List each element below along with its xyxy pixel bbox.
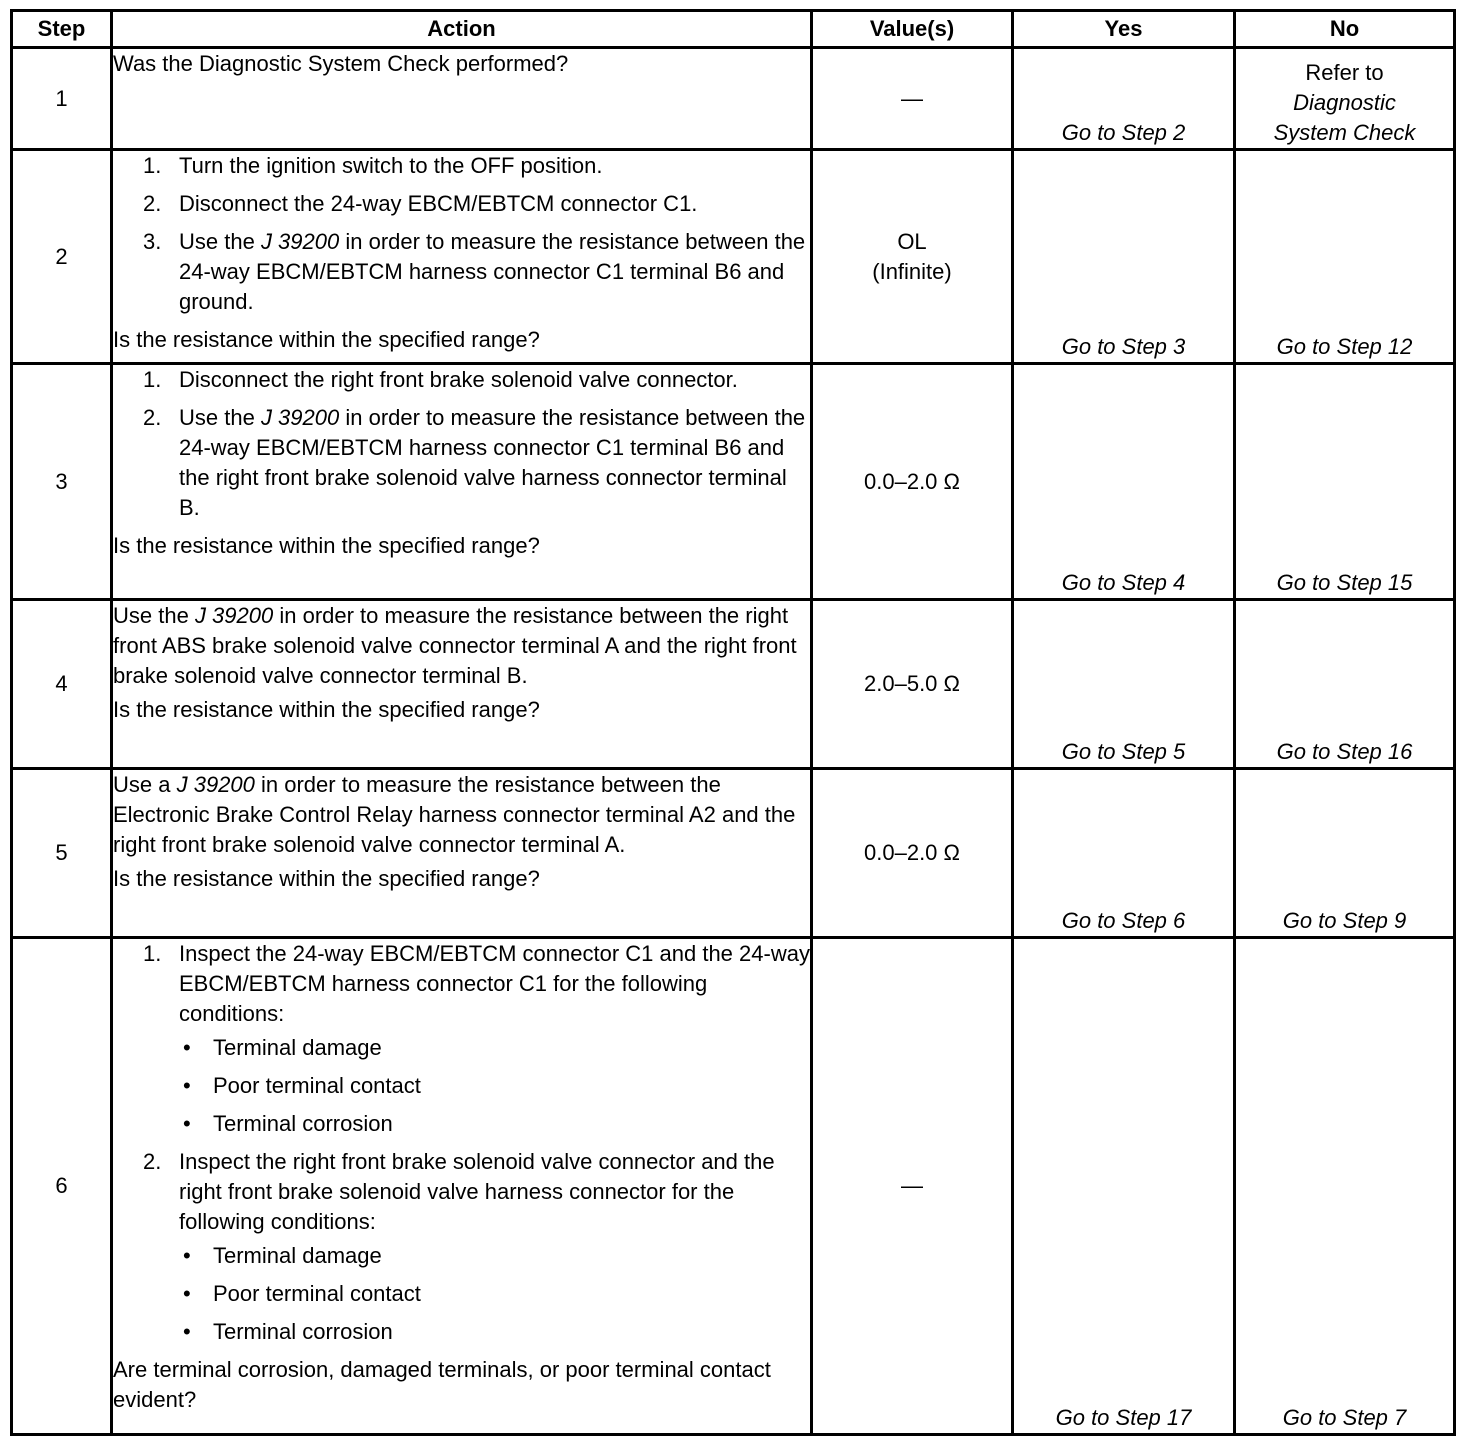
bullet-icon: • (183, 1281, 191, 1306)
yes-cell (1013, 364, 1235, 600)
value-cell: 0.0–2.0 Ω (812, 769, 1013, 938)
header-step: Step (12, 11, 112, 48)
action-cell (112, 150, 812, 364)
step-number: 4 (12, 600, 112, 769)
action-cell (112, 938, 812, 1435)
instruction-text: Use a J 39200 in order to measure the resistance between the Electronic Brake Control Relay harness connector terminal A2 and the right front brake solenoid valve connector terminal A. (113, 772, 796, 857)
instruction-text: Use the J 39200 in order to measure the resistance between the right front ABS brake solenoid valve connector terminal A and the right front brake solenoid valve connector terminal B. (113, 603, 797, 688)
value-cell: OL (Infinite) (812, 150, 1013, 364)
no-cell (1235, 364, 1455, 600)
header-action: Action (112, 11, 812, 48)
step-number: 1 (12, 48, 112, 150)
value-cell: — (812, 938, 1013, 1435)
tool-name: J 39200 (194, 603, 274, 628)
condition-list (179, 1241, 810, 1347)
list-item: 1. Disconnect the right front brake solenoid valve connector. (143, 367, 738, 392)
question-text: Was the Diagnostic System Check performed? (113, 51, 569, 76)
table-row-step-1 (12, 48, 1455, 150)
header-values: Value(s) (812, 11, 1013, 48)
no-reference-line1: Diagnostic (1293, 90, 1396, 115)
list-item: 2. Disconnect the 24-way EBCM/EBTCM connector C1. (143, 191, 698, 216)
question-text: Is the resistance within the specified range? (113, 866, 540, 891)
bullet-item: • Terminal corrosion (179, 1317, 810, 1347)
yes-link: Go to Step 3 (1061, 334, 1186, 359)
action-cell (112, 600, 812, 769)
value-cell: 2.0–5.0 Ω (812, 600, 1013, 769)
list-item: 1. Inspect the 24-way EBCM/EBTCM connector C1 and the 24-way EBCM/EBTCM harness connector C1 for the following conditions: • Terminal damage • Poor terminal contact • Terminal corrosion (113, 939, 810, 1139)
tool-name: J 39200 (260, 229, 340, 254)
list-item: 3. Use the J 39200 in order to measure the resistance between the 24-way EBCM/EBTCM harness connector C1 terminal B6 and ground. (143, 229, 806, 314)
value-cell: 0.0–2.0 Ω (812, 364, 1013, 600)
yes-cell (1013, 938, 1235, 1435)
value-cell: — (812, 48, 1013, 150)
table-row-step-5 (12, 769, 1455, 938)
step-number: 6 (12, 938, 112, 1435)
no-refer-text: Refer to (1305, 60, 1384, 85)
yes-cell (1013, 150, 1235, 364)
bullet-icon: • (183, 1111, 191, 1136)
action-cell (112, 769, 812, 938)
no-link: Go to Step 9 (1282, 908, 1407, 933)
list-item: 1. Turn the ignition switch to the OFF position. (143, 153, 603, 178)
instruction-list (113, 939, 810, 1347)
no-link: Go to Step 15 (1276, 570, 1413, 595)
tool-name: J 39200 (176, 772, 255, 797)
question-text: Is the resistance within the specified range? (113, 533, 540, 558)
yes-cell (1013, 600, 1235, 769)
list-item: 2. Inspect the right front brake solenoid valve connector and the right front brake solenoid valve harness connector for the following conditions: • Terminal damage • Poor terminal contact • Terminal corrosion (113, 1147, 810, 1347)
no-reference-line2: System Check (1273, 120, 1416, 145)
no-link: Go to Step 16 (1276, 739, 1413, 764)
question-text: Are terminal corrosion, damaged terminals, or poor terminal contact evident? (113, 1357, 771, 1412)
diagnostic-table (10, 9, 1456, 1436)
instruction-list (113, 151, 810, 317)
bullet-icon: • (183, 1319, 191, 1344)
bullet-icon: • (183, 1243, 191, 1268)
no-link: Go to Step 12 (1276, 334, 1413, 359)
yes-link: Go to Step 6 (1061, 908, 1186, 933)
bullet-icon: • (183, 1035, 191, 1060)
no-link: Go to Step 7 (1282, 1405, 1407, 1430)
table-row-step-2 (12, 150, 1455, 364)
yes-link: Go to Step 17 (1055, 1405, 1192, 1430)
header-yes: Yes (1013, 11, 1235, 48)
yes-link: Go to Step 5 (1061, 739, 1186, 764)
bullet-item: • Poor terminal contact (179, 1279, 810, 1309)
bullet-item: • Terminal damage (179, 1033, 810, 1063)
header-row (12, 11, 1455, 48)
yes-link: Go to Step 2 (1061, 120, 1186, 145)
no-cell (1235, 938, 1455, 1435)
question-text: Is the resistance within the specified range? (113, 327, 540, 352)
table-row-step-4 (12, 600, 1455, 769)
bullet-icon: • (183, 1073, 191, 1098)
table-row-step-3 (12, 364, 1455, 600)
instruction-list (113, 365, 810, 523)
action-cell (112, 364, 812, 600)
no-cell (1235, 150, 1455, 364)
no-cell (1235, 769, 1455, 938)
question-text: Is the resistance within the specified range? (113, 697, 540, 722)
list-item: 2. Use the J 39200 in order to measure the resistance between the 24-way EBCM/EBTCM harness connector C1 terminal B6 and the right front brake solenoid valve harness connector terminal B. (143, 405, 806, 520)
tool-name: J 39200 (260, 405, 340, 430)
bullet-item: • Poor terminal contact (179, 1071, 810, 1101)
step-number: 3 (12, 364, 112, 600)
table-row-step-6 (12, 938, 1455, 1435)
condition-list (179, 1033, 810, 1139)
bullet-item: • Terminal damage (179, 1241, 810, 1271)
yes-cell (1013, 48, 1235, 150)
yes-cell (1013, 769, 1235, 938)
step-number: 5 (12, 769, 112, 938)
bullet-item: • Terminal corrosion (179, 1109, 810, 1139)
yes-link: Go to Step 4 (1061, 570, 1186, 595)
header-no: No (1235, 11, 1455, 48)
no-cell (1235, 600, 1455, 769)
action-cell (112, 48, 812, 150)
no-cell (1235, 48, 1455, 150)
step-number: 2 (12, 150, 112, 364)
